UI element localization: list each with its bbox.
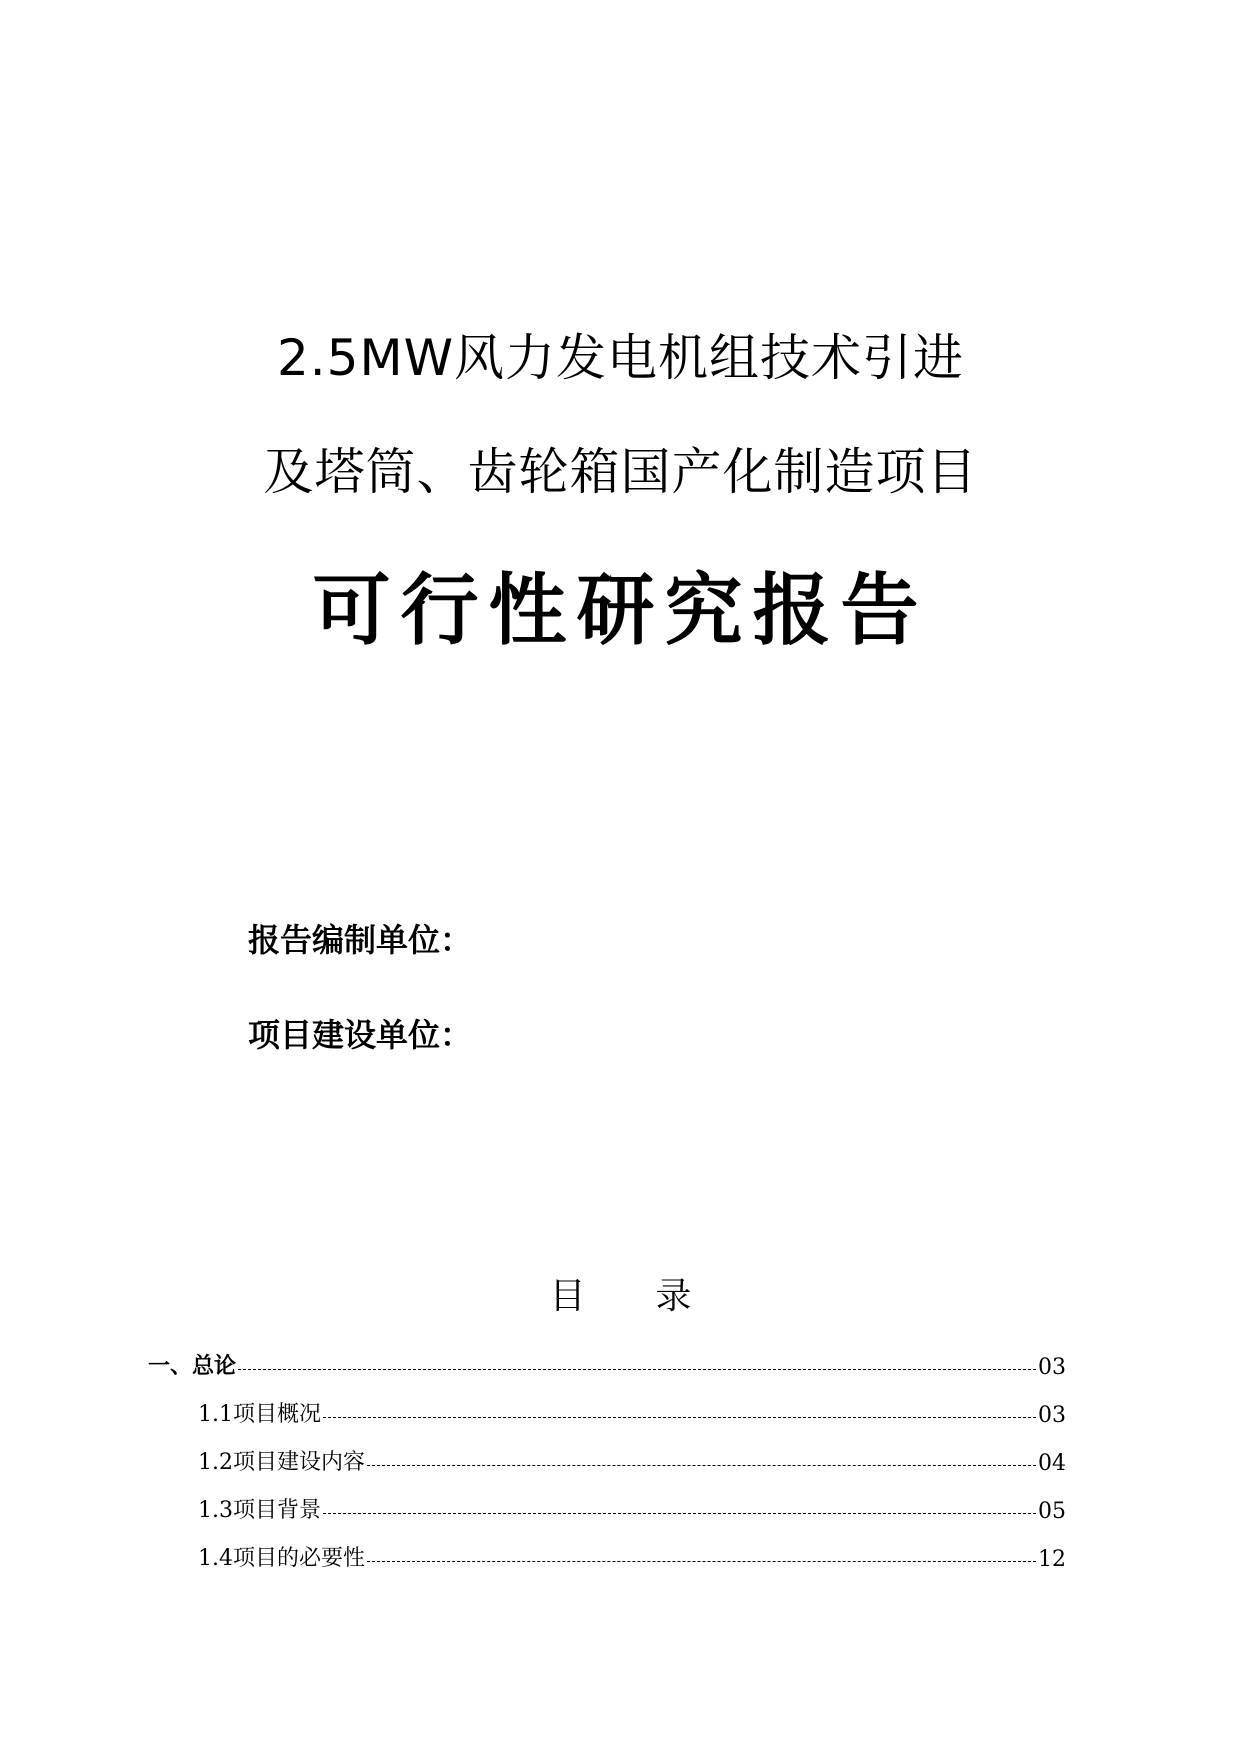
toc-leader (238, 1368, 1036, 1370)
report-compiler-label: 报告编制单位： (248, 921, 473, 959)
project-builder-label: 项目建设单位： (248, 1016, 473, 1054)
toc-leader (323, 1416, 1036, 1418)
toc-entry-page: 12 (1038, 1547, 1066, 1572)
toc-entry-label: 一、总论 (148, 1354, 237, 1379)
toc-heading: 目录 (549, 1276, 762, 1317)
toc-entry-page: 05 (1038, 1499, 1066, 1524)
title-line-1: 2.5MW风力发电机组技术引进 (276, 329, 965, 387)
toc-entry[interactable] (198, 1544, 1066, 1572)
toc-entry[interactable] (198, 1496, 1066, 1524)
toc-entry-page: 04 (1038, 1451, 1066, 1476)
report-type-title: 可行性研究报告 (312, 566, 929, 656)
toc-entry[interactable] (198, 1400, 1066, 1428)
toc-leader (367, 1464, 1036, 1466)
toc-entry-label: 1.1项目概况 (198, 1402, 321, 1427)
toc-entry[interactable] (148, 1352, 1066, 1380)
toc-leader (323, 1512, 1036, 1514)
toc-entry[interactable] (198, 1448, 1066, 1476)
toc-entry-page: 03 (1038, 1403, 1066, 1428)
toc-leader (367, 1560, 1036, 1562)
title-line-2: 及塔筒、齿轮箱国产化制造项目 (263, 443, 978, 501)
toc-entry-label: 1.4项目的必要性 (198, 1546, 365, 1571)
toc-entry-page: 03 (1038, 1355, 1066, 1380)
toc-entry-label: 1.3项目背景 (198, 1498, 321, 1523)
toc-entry-label: 1.2项目建设内容 (198, 1450, 365, 1475)
